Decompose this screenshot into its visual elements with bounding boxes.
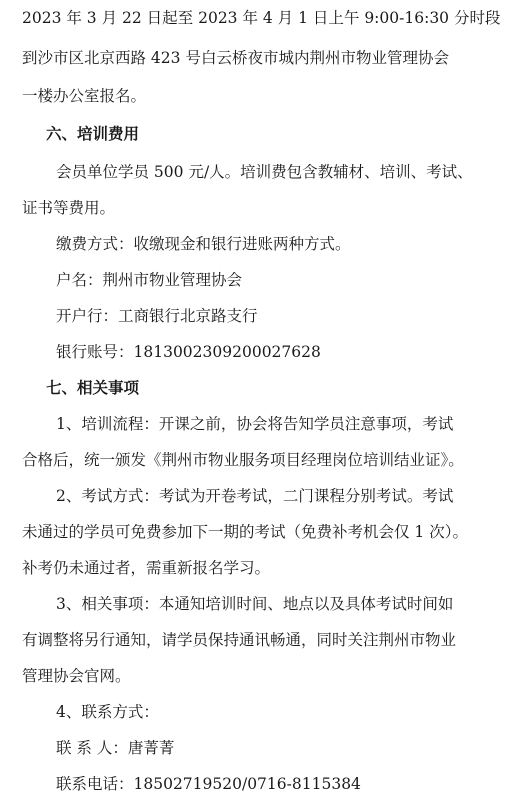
contact-person: 联 系 人：唐菁菁	[56, 739, 175, 757]
section-heading: 六、培训费用	[46, 124, 140, 143]
text-line: 到沙市区北京西路 423 号白云桥夜市城内荆州市物业管理协会	[22, 49, 449, 67]
text-line: 2、考试方式：考试为开卷考试，二门课程分别考试。考试	[56, 487, 454, 505]
text-line: 证书等费用。	[22, 199, 116, 217]
text-line: 2023 年 3 月 22 日起至 2023 年 4 月 1 日上午 9:00-16:30 分时段	[22, 9, 501, 27]
text-line: 未通过的学员可免费参加下一期的考试（免费补考机会仅 1 次）。	[22, 523, 468, 541]
account-name: 户名：荆州市物业管理协会	[56, 271, 243, 289]
section-heading: 七、相关事项	[46, 378, 140, 397]
text-line: 缴费方式：收缴现金和银行进账两种方式。	[56, 235, 351, 253]
text-line: 会员单位学员 500 元/人。培训费包含教辅材、培训、考试、	[56, 163, 473, 181]
subsection-title: 4、联系方式：	[56, 703, 159, 721]
bank-name: 开户行：工商银行北京路支行	[56, 307, 258, 325]
text-line: 3、相关事项：本通知培训时间、地点以及具体考试时间如	[56, 595, 454, 613]
text-line: 有调整将另行通知，请学员保持通讯畅通，同时关注荆州市物业	[22, 631, 457, 649]
contact-phone: 联系电话：18502719520/0716-8115384	[56, 775, 361, 793]
text-line: 一楼办公室报名。	[22, 87, 147, 105]
text-line: 合格后，统一颁发《荆州市物业服务项目经理岗位培训结业证》。	[22, 451, 464, 469]
text-line: 管理协会官网。	[22, 667, 131, 685]
account-number: 银行账号：1813002309200027628	[56, 343, 321, 361]
text-line: 1、培训流程：开课之前，协会将告知学员注意事项，考试	[56, 415, 454, 433]
text-line: 补考仍未通过者，需重新报名学习。	[22, 559, 271, 577]
